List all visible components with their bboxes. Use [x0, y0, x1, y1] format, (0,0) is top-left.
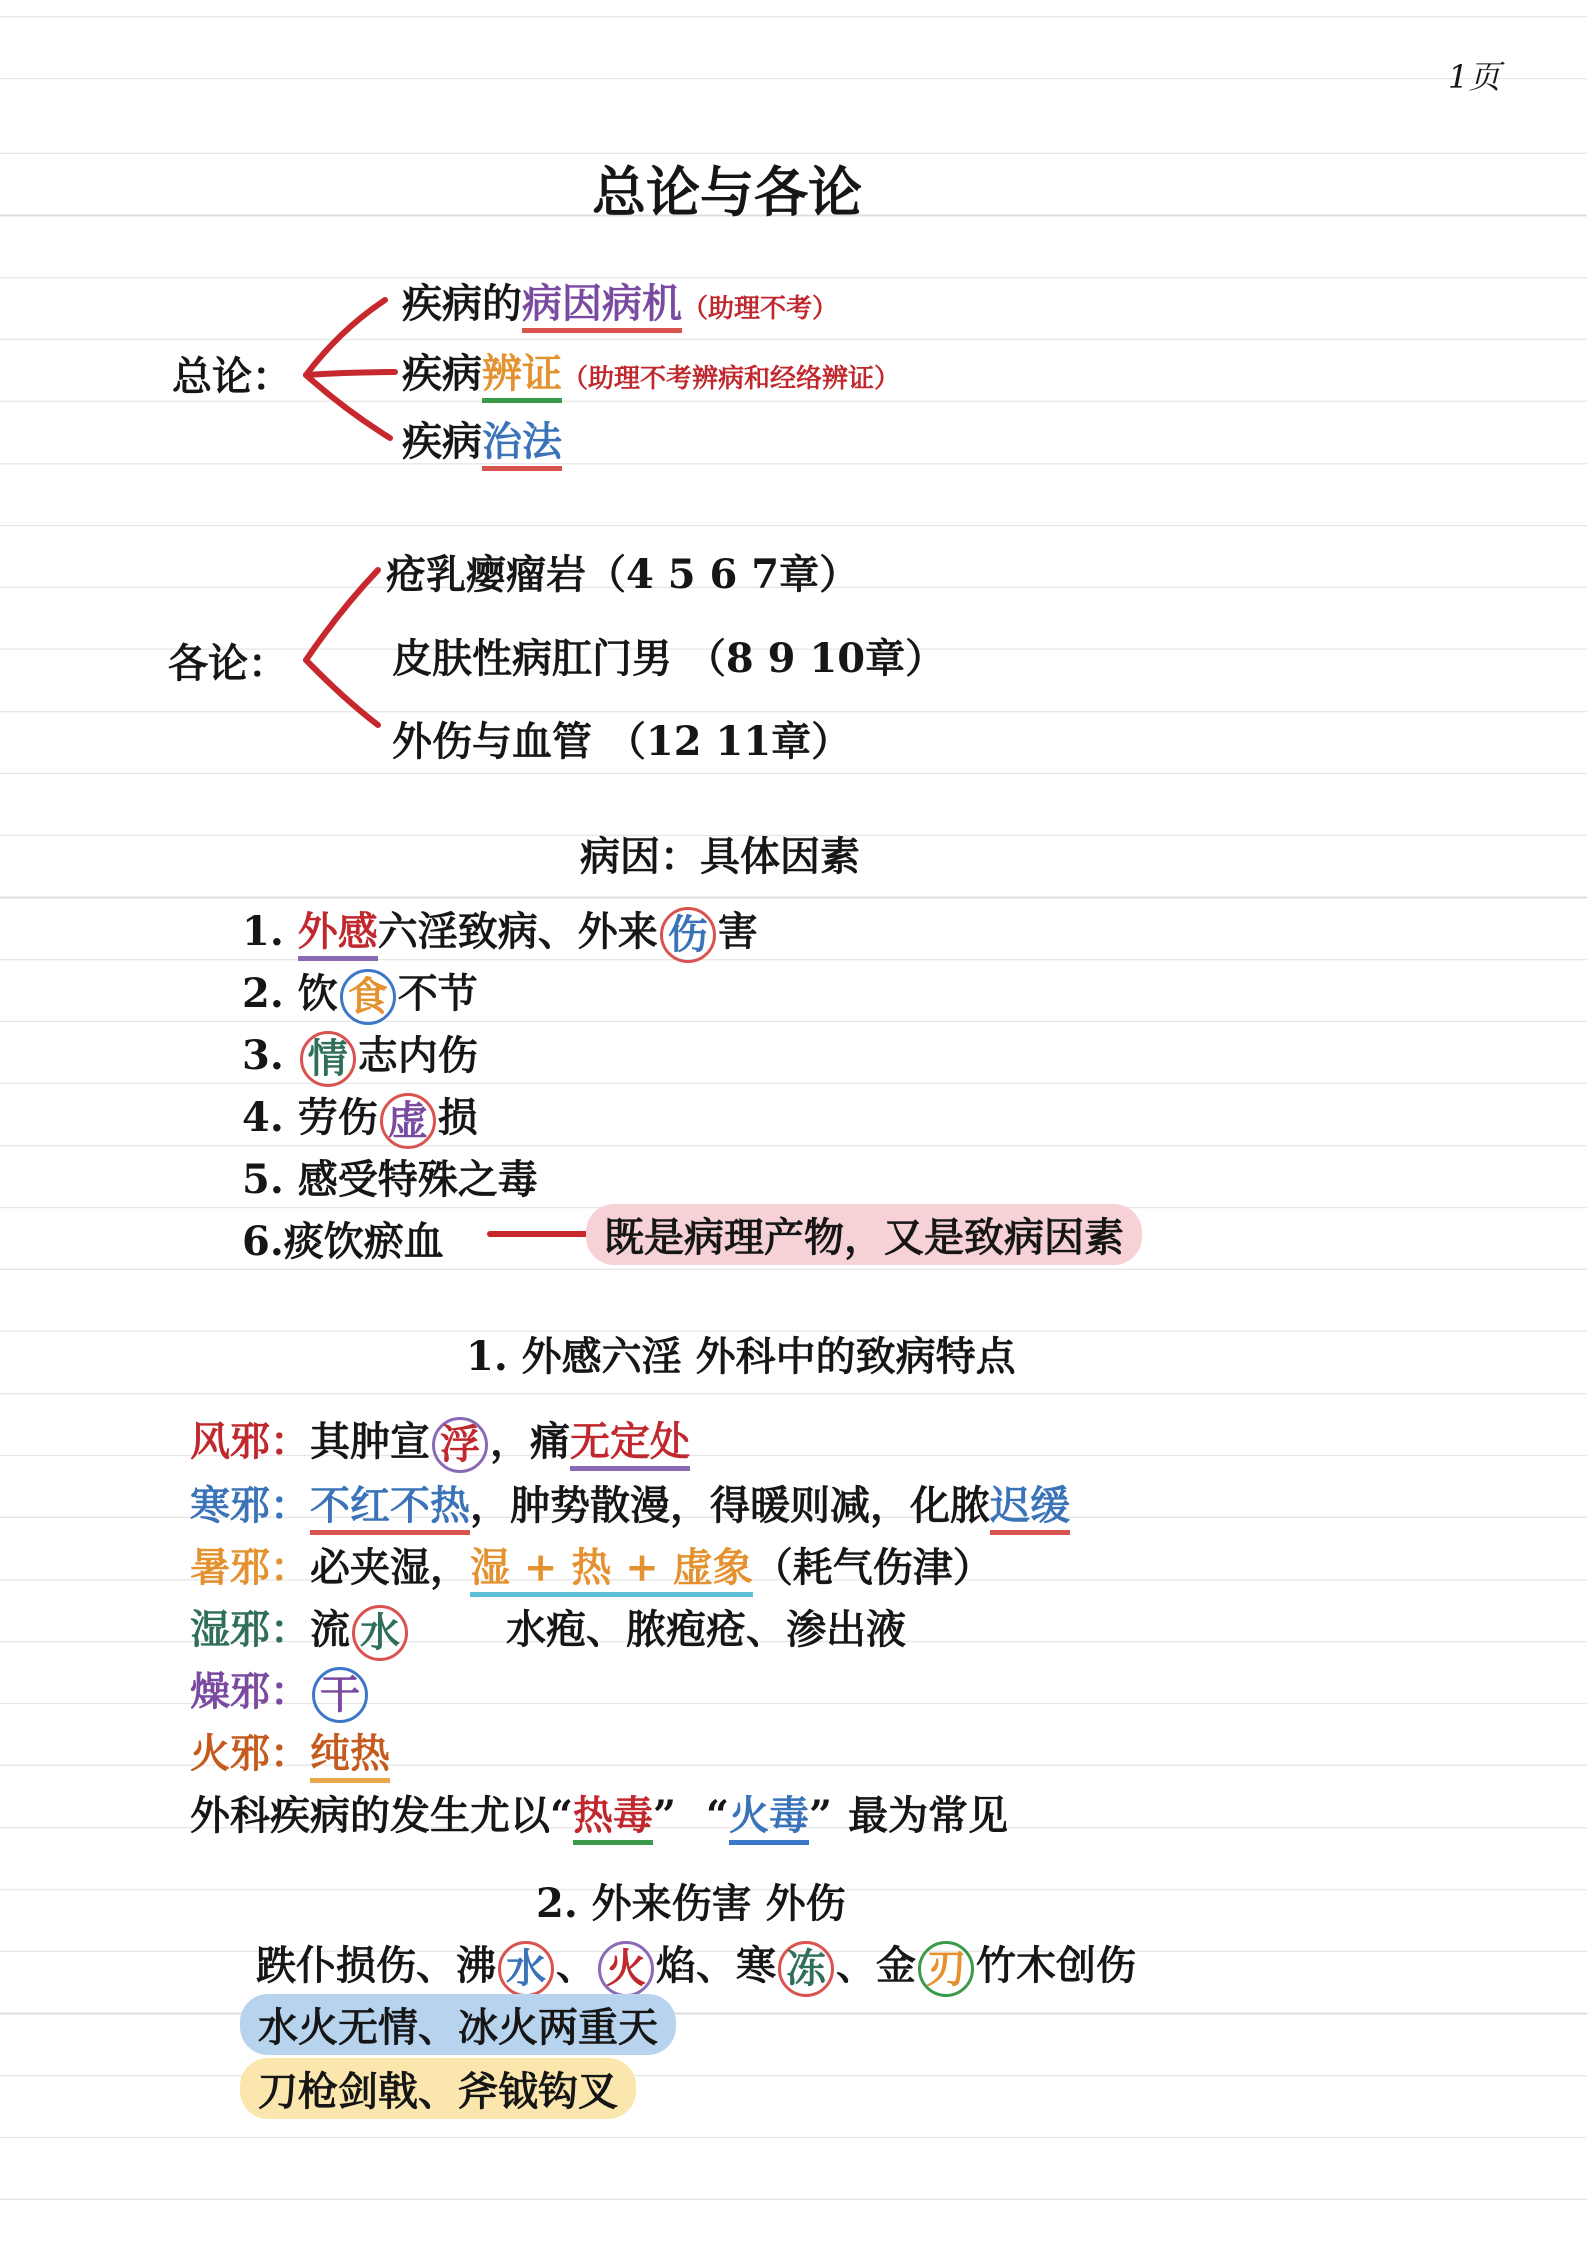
zonglun-item-1 — [402, 272, 838, 333]
zonglun-label: 总论： — [172, 353, 292, 400]
feng-text-2: ，痛 — [490, 1418, 570, 1465]
shi-text-1: 流 — [310, 1606, 350, 1653]
waishang-circled-fire: 火 — [598, 1941, 654, 1997]
bingyin-item-5 — [242, 1148, 538, 1205]
bingyin-item-4 — [242, 1086, 478, 1149]
huo-underlined: 纯热 — [310, 1731, 390, 1783]
feng-circled: 浮 — [432, 1417, 488, 1473]
bingyin-item-3-b: 志内伤 — [357, 1032, 478, 1079]
han-underlined-2: 迟缓 — [990, 1483, 1070, 1535]
brace-zonglun-mid — [306, 372, 395, 375]
zonglun-item-2 — [402, 342, 900, 403]
liuyin-heading: 1. 外感六淫 外科中的致病特点 — [466, 1333, 1016, 1380]
summary-quote-1-open: “ — [550, 1792, 574, 1839]
waishang-sep: 、 — [556, 1942, 596, 1989]
bingyin-item-5-a: 感受特殊之毒 — [297, 1156, 538, 1203]
han-label: 寒邪： — [190, 1482, 310, 1529]
bingyin-item-6 — [242, 1210, 444, 1267]
shu-text-1: 必夹湿， — [310, 1544, 470, 1591]
zao-label: 燥邪： — [190, 1668, 310, 1715]
bingyin-item-2-c: 不节 — [397, 970, 478, 1017]
zonglun-item-2-note: （助理不考辨病和经络辨证） — [562, 364, 901, 394]
han-row — [190, 1474, 1070, 1535]
gelun-item-2: 皮肤性病肛门男 （8 9 10章） — [392, 635, 946, 682]
waishang-text-4: 竹木创伤 — [976, 1942, 1136, 1989]
brace-gelun-top — [306, 570, 378, 660]
bingyin-item-4-b: 虚 — [380, 1093, 436, 1149]
shi-text-2: 水疱、脓疱疮、渗出液 — [506, 1606, 906, 1653]
bingyin-item-2-a: 饮 — [297, 970, 338, 1017]
bingyin-item-3-a: 情 — [300, 1031, 356, 1087]
gelun-label: 各论： — [168, 640, 288, 687]
bingyin-heading: 病因：具体因素 — [580, 833, 860, 880]
waishang-line — [256, 1934, 1136, 1997]
brace-gelun-bot — [306, 660, 378, 725]
shu-row — [190, 1536, 993, 1597]
summary-text-1: 外科疾病的发生尤以 — [190, 1792, 550, 1839]
gelun-item-1: 疮乳瘿瘤岩（4 5 6 7章） — [386, 551, 860, 598]
zonglun-item-3 — [402, 410, 562, 471]
waishang-text-3: 、金 — [836, 1942, 916, 1989]
page-title: 总论与各论 — [592, 160, 862, 224]
zao-row — [190, 1660, 370, 1723]
bingyin-item-3-num: 3. — [242, 1032, 284, 1079]
gelun-item-3: 外伤与血管 （12 11章） — [392, 718, 852, 765]
shu-underlined: 湿 + 热 + 虚象 — [470, 1545, 753, 1597]
bingyin-item-6-b: 既是病理产物，又是致病因素 — [586, 1204, 1142, 1265]
shu-text-2: （耗气伤津） — [752, 1544, 993, 1591]
waishang-circled-blade: 刃 — [918, 1941, 974, 1997]
zonglun-item-2-prefix: 疾病 — [402, 350, 482, 397]
waishang-text-1: 跌仆损伤、沸 — [256, 1942, 496, 1989]
summary-row — [190, 1784, 1008, 1845]
page-number: 1页 — [1448, 58, 1501, 96]
summary-rédu: 热毒 — [573, 1793, 653, 1845]
han-text-1: ，肿势散漫，得暖则减，化脓 — [470, 1482, 990, 1529]
bingyin-item-4-num: 4. — [242, 1094, 284, 1141]
summary-huodu: 火毒 — [729, 1793, 809, 1845]
shu-label: 暑邪： — [190, 1544, 310, 1591]
waishang-hl-2-text: 刀枪剑戟、斧钺钩叉 — [240, 2058, 636, 2119]
brace-zonglun-top — [306, 300, 385, 375]
waishang-highlight-1 — [240, 1994, 676, 2055]
zao-circled: 干 — [312, 1667, 368, 1723]
bingyin-item-5-num: 5. — [242, 1156, 284, 1203]
bingyin-item-3 — [242, 1024, 478, 1087]
zonglun-item-1-key: 病因病机 — [522, 281, 682, 333]
summary-quote-2-open: “ — [706, 1792, 730, 1839]
bingyin-item-2 — [242, 962, 478, 1025]
shi-circled: 水 — [352, 1605, 408, 1661]
waishang-highlight-2 — [240, 2058, 636, 2119]
shi-label: 湿邪： — [190, 1606, 310, 1653]
feng-row — [190, 1410, 690, 1473]
bingyin-item-1 — [242, 900, 758, 963]
huo-row — [190, 1722, 390, 1783]
bingyin-item-1-b: 六淫致病、外来 — [377, 908, 658, 955]
zonglun-item-3-key: 治法 — [482, 419, 562, 471]
bingyin-item-6-highlight — [586, 1204, 1142, 1265]
zonglun-item-3-prefix: 疾病 — [402, 418, 482, 465]
waishang-circled-water: 水 — [498, 1941, 554, 1997]
waishang-heading: 2. 外来伤害 外伤 — [536, 1880, 846, 1927]
waishang-hl-1-text: 水火无情、冰火两重天 — [240, 1994, 676, 2055]
bingyin-item-2-b: 食 — [340, 969, 396, 1025]
bingyin-item-4-c: 损 — [437, 1094, 478, 1141]
summary-quote-1-close: ” — [653, 1792, 677, 1839]
waishang-text-2: 焰、寒 — [656, 1942, 776, 1989]
han-underlined: 不红不热 — [310, 1483, 470, 1535]
bingyin-item-4-a: 劳伤 — [297, 1094, 378, 1141]
bingyin-item-6-num: 6. — [242, 1218, 284, 1265]
bingyin-item-1-num: 1. — [242, 908, 284, 955]
zonglun-item-1-note: （助理不考） — [682, 294, 839, 324]
bingyin-item-6-a: 痰饮瘀血 — [283, 1218, 444, 1265]
summary-quote-2-close: ” — [809, 1792, 833, 1839]
waishang-circled-frost: 冻 — [778, 1941, 834, 1997]
feng-text-1: 其肿宣 — [310, 1418, 430, 1465]
zonglun-item-1-prefix: 疾病的 — [402, 280, 522, 327]
bingyin-item-1-d: 害 — [717, 908, 758, 955]
huo-label: 火邪： — [190, 1730, 310, 1777]
bingyin-item-1-c: 伤 — [660, 907, 716, 963]
feng-label: 风邪： — [190, 1418, 310, 1465]
zonglun-item-2-key: 辨证 — [482, 351, 562, 403]
brace-zonglun-bot — [306, 375, 390, 438]
summary-text-2: 最为常见 — [848, 1792, 1009, 1839]
shi-row — [190, 1598, 906, 1661]
bingyin-item-2-num: 2. — [242, 970, 284, 1017]
feng-underlined: 无定处 — [570, 1419, 690, 1471]
bingyin-item-1-a: 外感 — [298, 909, 378, 961]
